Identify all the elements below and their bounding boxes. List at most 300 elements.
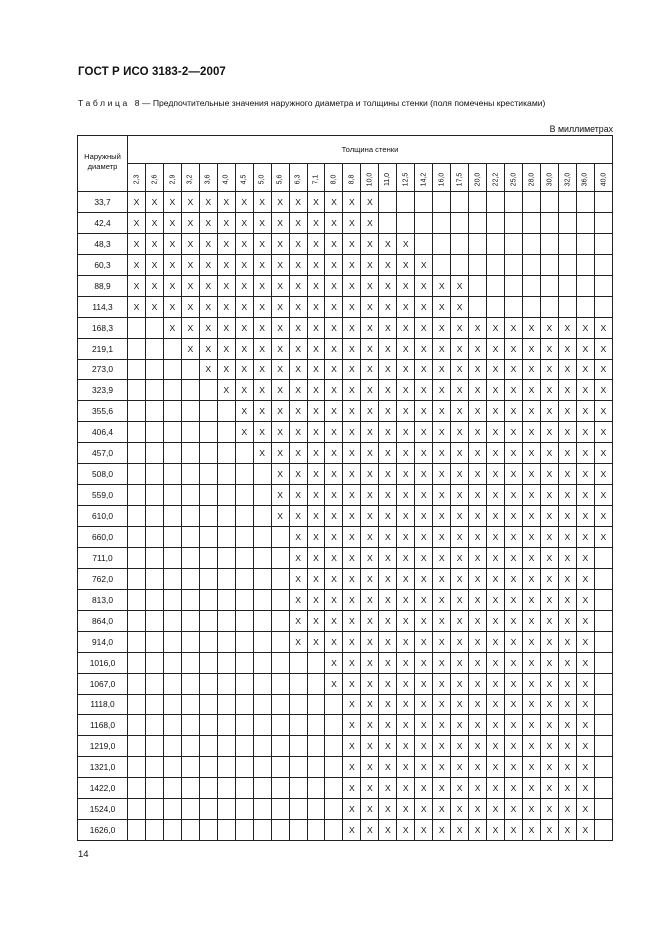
empty-cell (271, 694, 289, 715)
empty-cell (253, 464, 271, 485)
marked-cell: X (451, 610, 469, 631)
marked-cell: X (487, 631, 505, 652)
marked-cell: X (307, 212, 325, 233)
marked-cell: X (451, 422, 469, 443)
marked-cell: X (487, 464, 505, 485)
marked-cell: X (522, 631, 540, 652)
marked-cell: X (522, 422, 540, 443)
marked-cell: X (379, 631, 397, 652)
marked-cell: X (361, 296, 379, 317)
diameter-cell: 1016,0 (78, 652, 128, 673)
marked-cell: X (379, 778, 397, 799)
marked-cell: X (343, 527, 361, 548)
marked-cell: X (379, 799, 397, 820)
empty-cell (199, 506, 217, 527)
empty-cell (181, 506, 199, 527)
thickness-value: 8,0 (330, 174, 338, 184)
empty-cell (487, 192, 505, 213)
marked-cell: X (307, 275, 325, 296)
empty-cell (540, 296, 558, 317)
marked-cell: X (217, 212, 235, 233)
marked-cell: X (540, 547, 558, 568)
empty-cell (325, 694, 343, 715)
table-row (78, 338, 613, 359)
marked-cell: X (343, 820, 361, 841)
empty-cell (217, 568, 235, 589)
marked-cell: X (199, 275, 217, 296)
empty-cell (128, 464, 146, 485)
marked-cell: X (271, 401, 289, 422)
thickness-value: 17,5 (456, 172, 464, 186)
empty-cell (217, 589, 235, 610)
empty-cell (163, 485, 181, 506)
empty-cell (145, 631, 163, 652)
empty-cell (217, 547, 235, 568)
marked-cell: X (469, 464, 487, 485)
empty-cell (217, 422, 235, 443)
marked-cell: X (469, 736, 487, 757)
marked-cell: X (325, 192, 343, 213)
diameter-cell: 610,0 (78, 506, 128, 527)
marked-cell: X (307, 589, 325, 610)
marked-cell: X (469, 778, 487, 799)
table-row (78, 694, 613, 715)
marked-cell: X (253, 212, 271, 233)
empty-cell (181, 359, 199, 380)
diameter-cell: 1626,0 (78, 820, 128, 841)
marked-cell: X (145, 233, 163, 254)
marked-cell: X (433, 485, 451, 506)
empty-cell (181, 610, 199, 631)
diameter-cell: 406,4 (78, 422, 128, 443)
empty-cell (487, 296, 505, 317)
marked-cell: X (433, 652, 451, 673)
marked-cell: X (271, 485, 289, 506)
empty-cell (145, 380, 163, 401)
marked-cell: X (361, 192, 379, 213)
empty-cell (522, 212, 540, 233)
marked-cell: X (361, 233, 379, 254)
marked-cell: X (469, 673, 487, 694)
marked-cell: X (379, 464, 397, 485)
empty-cell (558, 296, 576, 317)
marked-cell: X (361, 254, 379, 275)
empty-cell (181, 673, 199, 694)
marked-cell: X (199, 359, 217, 380)
marked-cell: X (307, 401, 325, 422)
marked-cell: X (343, 275, 361, 296)
marked-cell: X (505, 401, 523, 422)
table-row (78, 192, 613, 213)
marked-cell: X (289, 610, 307, 631)
marked-cell: X (361, 652, 379, 673)
empty-cell (505, 254, 523, 275)
empty-cell (128, 568, 146, 589)
marked-cell: X (217, 233, 235, 254)
marked-cell: X (397, 652, 415, 673)
marked-cell: X (289, 443, 307, 464)
marked-cell: X (540, 464, 558, 485)
empty-cell (145, 506, 163, 527)
marked-cell: X (558, 485, 576, 506)
marked-cell: X (487, 778, 505, 799)
marked-cell: X (451, 757, 469, 778)
marked-cell: X (379, 694, 397, 715)
marked-cell: X (199, 338, 217, 359)
empty-cell (253, 485, 271, 506)
marked-cell: X (361, 275, 379, 296)
empty-cell (217, 757, 235, 778)
marked-cell: X (433, 317, 451, 338)
marked-cell: X (451, 275, 469, 296)
thickness-header-cell (487, 164, 505, 192)
marked-cell: X (433, 568, 451, 589)
empty-cell (289, 652, 307, 673)
empty-cell (558, 212, 576, 233)
thickness-value: 22,2 (492, 172, 500, 186)
marked-cell: X (469, 317, 487, 338)
marked-cell: X (594, 380, 612, 401)
marked-cell: X (451, 380, 469, 401)
marked-cell: X (522, 799, 540, 820)
marked-cell: X (235, 317, 253, 338)
marked-cell: X (522, 715, 540, 736)
caption-number: 8 (134, 98, 140, 108)
empty-cell (163, 799, 181, 820)
marked-cell: X (397, 568, 415, 589)
empty-cell (451, 254, 469, 275)
marked-cell: X (271, 422, 289, 443)
empty-cell (307, 736, 325, 757)
marked-cell: X (379, 820, 397, 841)
marked-cell: X (433, 527, 451, 548)
marked-cell: X (379, 380, 397, 401)
marked-cell: X (415, 506, 433, 527)
diameter-cell: 711,0 (78, 547, 128, 568)
marked-cell: X (343, 359, 361, 380)
marked-cell: X (415, 589, 433, 610)
marked-cell: X (217, 380, 235, 401)
empty-cell (289, 715, 307, 736)
empty-cell (128, 694, 146, 715)
marked-cell: X (540, 736, 558, 757)
empty-cell (181, 380, 199, 401)
marked-cell: X (522, 317, 540, 338)
marked-cell: X (307, 233, 325, 254)
marked-cell: X (540, 778, 558, 799)
empty-cell (128, 736, 146, 757)
marked-cell: X (558, 610, 576, 631)
empty-cell (271, 610, 289, 631)
marked-cell: X (271, 296, 289, 317)
marked-cell: X (540, 485, 558, 506)
empty-cell (181, 736, 199, 757)
empty-cell (415, 212, 433, 233)
empty-cell (594, 568, 612, 589)
marked-cell: X (451, 296, 469, 317)
empty-cell (594, 631, 612, 652)
marked-cell: X (576, 443, 594, 464)
marked-cell: X (271, 275, 289, 296)
marked-cell: X (217, 192, 235, 213)
empty-cell (217, 694, 235, 715)
thickness-header-cell (433, 164, 451, 192)
empty-cell (451, 192, 469, 213)
diameter-cell: 457,0 (78, 443, 128, 464)
marked-cell: X (307, 610, 325, 631)
marked-cell: X (433, 547, 451, 568)
caption-text: — Предпочтительные значения наружного диаметра и толщины стенки (поля помечены крестиками) (139, 98, 546, 108)
empty-cell (253, 673, 271, 694)
marked-cell: X (576, 736, 594, 757)
marked-cell: X (343, 736, 361, 757)
empty-cell (128, 359, 146, 380)
empty-cell (145, 338, 163, 359)
marked-cell: X (128, 212, 146, 233)
marked-cell: X (415, 485, 433, 506)
marked-cell: X (343, 694, 361, 715)
table-row (78, 212, 613, 233)
marked-cell: X (199, 233, 217, 254)
marked-cell: X (558, 547, 576, 568)
empty-cell (253, 568, 271, 589)
marked-cell: X (540, 443, 558, 464)
empty-cell (217, 464, 235, 485)
empty-cell (163, 673, 181, 694)
marked-cell: X (361, 568, 379, 589)
marked-cell: X (343, 631, 361, 652)
marked-cell: X (289, 359, 307, 380)
marked-cell: X (576, 547, 594, 568)
marked-cell: X (397, 527, 415, 548)
marked-cell: X (343, 422, 361, 443)
thickness-header-cell (289, 164, 307, 192)
marked-cell: X (397, 254, 415, 275)
diameter-cell: 1118,0 (78, 694, 128, 715)
marked-cell: X (540, 799, 558, 820)
marked-cell: X (217, 296, 235, 317)
empty-cell (199, 820, 217, 841)
table-row (78, 254, 613, 275)
marked-cell: X (469, 652, 487, 673)
marked-cell: X (558, 694, 576, 715)
marked-cell: X (522, 652, 540, 673)
empty-cell (128, 317, 146, 338)
marked-cell: X (325, 527, 343, 548)
marked-cell: X (469, 568, 487, 589)
thickness-value: 2,6 (150, 174, 158, 184)
thickness-value: 25,0 (509, 172, 517, 186)
empty-cell (433, 233, 451, 254)
marked-cell: X (379, 485, 397, 506)
marked-cell: X (522, 506, 540, 527)
marked-cell: X (307, 254, 325, 275)
marked-cell: X (576, 568, 594, 589)
marked-cell: X (361, 778, 379, 799)
empty-cell (163, 715, 181, 736)
thickness-value: 16,0 (438, 172, 446, 186)
marked-cell: X (451, 338, 469, 359)
marked-cell: X (576, 527, 594, 548)
marked-cell: X (415, 359, 433, 380)
table-row (78, 485, 613, 506)
marked-cell: X (163, 233, 181, 254)
marked-cell: X (343, 568, 361, 589)
marked-cell: X (343, 799, 361, 820)
empty-cell (217, 527, 235, 548)
marked-cell: X (271, 317, 289, 338)
thickness-header-cell (181, 164, 199, 192)
empty-cell (217, 631, 235, 652)
marked-cell: X (415, 401, 433, 422)
empty-cell (540, 233, 558, 254)
marked-cell: X (576, 673, 594, 694)
marked-cell: X (433, 673, 451, 694)
marked-cell: X (522, 547, 540, 568)
marked-cell: X (594, 401, 612, 422)
marked-cell: X (576, 631, 594, 652)
empty-cell (540, 254, 558, 275)
empty-cell (163, 610, 181, 631)
marked-cell: X (576, 359, 594, 380)
marked-cell: X (433, 464, 451, 485)
empty-cell (253, 820, 271, 841)
empty-cell (558, 254, 576, 275)
empty-cell (397, 212, 415, 233)
marked-cell: X (487, 485, 505, 506)
empty-cell (594, 778, 612, 799)
units-note: В миллиметрах (549, 124, 613, 134)
empty-cell (289, 694, 307, 715)
marked-cell: X (343, 610, 361, 631)
marked-cell: X (558, 652, 576, 673)
marked-cell: X (451, 506, 469, 527)
empty-cell (163, 464, 181, 485)
empty-cell (253, 631, 271, 652)
marked-cell: X (505, 422, 523, 443)
empty-cell (433, 212, 451, 233)
marked-cell: X (343, 485, 361, 506)
diameter-cell: 1524,0 (78, 799, 128, 820)
marked-cell: X (487, 547, 505, 568)
marked-cell: X (253, 296, 271, 317)
empty-cell (128, 757, 146, 778)
diameter-cell: 1219,0 (78, 736, 128, 757)
marked-cell: X (558, 736, 576, 757)
marked-cell: X (415, 275, 433, 296)
marked-cell: X (325, 652, 343, 673)
marked-cell: X (343, 506, 361, 527)
empty-cell (163, 401, 181, 422)
header-row-top (78, 136, 613, 164)
marked-cell: X (128, 254, 146, 275)
empty-cell (487, 212, 505, 233)
empty-cell (253, 715, 271, 736)
empty-cell (325, 820, 343, 841)
marked-cell: X (289, 317, 307, 338)
marked-cell: X (433, 296, 451, 317)
thickness-header-cell (361, 164, 379, 192)
empty-cell (594, 757, 612, 778)
empty-cell (145, 715, 163, 736)
marked-cell: X (307, 422, 325, 443)
marked-cell: X (271, 338, 289, 359)
marked-cell: X (469, 820, 487, 841)
marked-cell: X (558, 673, 576, 694)
empty-cell (199, 547, 217, 568)
marked-cell: X (487, 652, 505, 673)
thickness-value: 4,0 (222, 174, 230, 184)
marked-cell: X (415, 820, 433, 841)
empty-cell (594, 799, 612, 820)
marked-cell: X (343, 192, 361, 213)
thickness-values-row (78, 164, 613, 192)
marked-cell: X (235, 192, 253, 213)
marked-cell: X (415, 568, 433, 589)
marked-cell: X (379, 568, 397, 589)
empty-cell (271, 799, 289, 820)
marked-cell: X (307, 568, 325, 589)
marked-cell: X (433, 694, 451, 715)
empty-cell (235, 778, 253, 799)
empty-cell (181, 401, 199, 422)
marked-cell: X (325, 673, 343, 694)
marked-cell: X (307, 443, 325, 464)
marked-cell: X (361, 212, 379, 233)
marked-cell: X (451, 443, 469, 464)
marked-cell: X (433, 422, 451, 443)
marked-cell: X (289, 506, 307, 527)
empty-cell (235, 506, 253, 527)
table-row (78, 652, 613, 673)
empty-cell (128, 673, 146, 694)
marked-cell: X (217, 317, 235, 338)
empty-cell (217, 485, 235, 506)
diameter-cell: 88,9 (78, 275, 128, 296)
marked-cell: X (235, 296, 253, 317)
empty-cell (128, 506, 146, 527)
marked-cell: X (469, 589, 487, 610)
table-row (78, 547, 613, 568)
marked-cell: X (145, 254, 163, 275)
marked-cell: X (415, 338, 433, 359)
thickness-header-cell (217, 164, 235, 192)
marked-cell: X (415, 631, 433, 652)
marked-cell: X (451, 799, 469, 820)
marked-cell: X (451, 715, 469, 736)
marked-cell: X (325, 568, 343, 589)
marked-cell: X (325, 296, 343, 317)
empty-cell (199, 694, 217, 715)
empty-cell (307, 694, 325, 715)
marked-cell: X (325, 610, 343, 631)
empty-cell (145, 736, 163, 757)
marked-cell: X (469, 527, 487, 548)
marked-cell: X (163, 212, 181, 233)
marked-cell: X (235, 422, 253, 443)
marked-cell: X (522, 401, 540, 422)
marked-cell: X (325, 317, 343, 338)
marked-cell: X (558, 820, 576, 841)
marked-cell: X (505, 757, 523, 778)
empty-cell (235, 631, 253, 652)
marked-cell: X (433, 799, 451, 820)
marked-cell: X (558, 422, 576, 443)
empty-cell (522, 296, 540, 317)
marked-cell: X (253, 338, 271, 359)
marked-cell: X (307, 506, 325, 527)
empty-cell (181, 443, 199, 464)
